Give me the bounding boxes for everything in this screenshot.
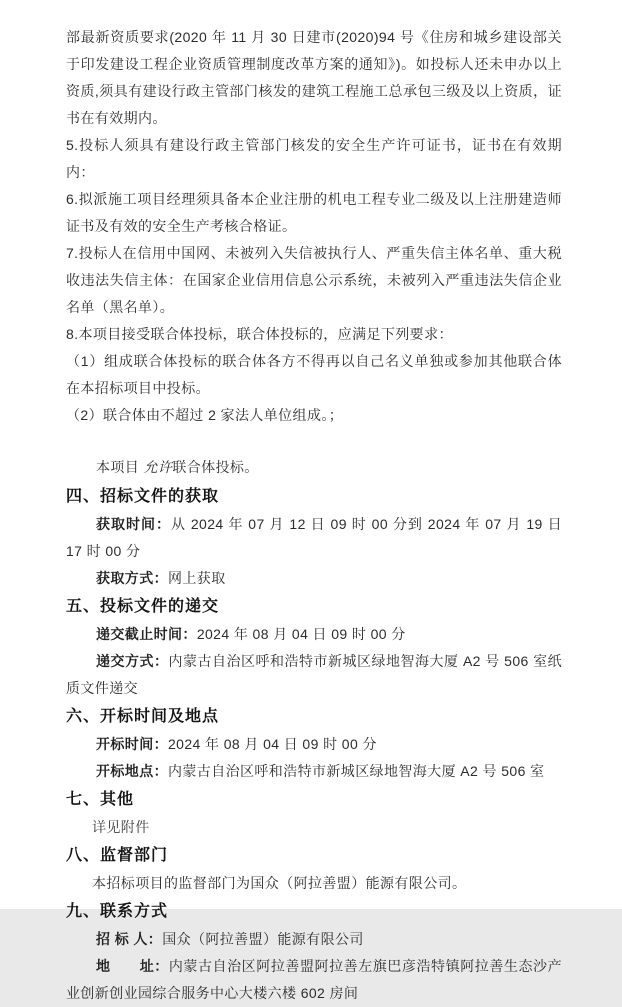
field-obtain-time-label: 获取时间：: [96, 516, 171, 532]
field-opening-time-value: 2024 年 08 月 04 日 09 时 00 分: [168, 736, 377, 752]
field-obtain-method: [66, 565, 562, 592]
section-heading-other: 七、其他: [66, 791, 135, 808]
field-tenderer-label: 招 标 人：: [96, 931, 163, 947]
field-obtain-time: [66, 511, 562, 565]
section-heading-opening: 六、开标时间及地点: [66, 708, 220, 725]
clause-6: 6.拟派施工项目经理须具备本企业注册的机电工程专业二级及以上注册建造师证书及有效的安全生产考核合格证。: [66, 191, 562, 234]
other-body: 详见附件: [92, 819, 150, 835]
field-obtain-time-value: 从 2024 年 07 月 12 日 09 时 00 分到 2024 年 07 月 19 日 17 时 00 分: [66, 516, 563, 559]
field-submit-deadline-value: 2024 年 08 月 04 日 09 时 00 分: [196, 626, 406, 642]
supervision-body: 本招标项目的监督部门为国众（阿拉善盟）能源有限公司。: [92, 875, 467, 891]
field-submit-deadline-label: 递交截止时间：: [96, 626, 197, 642]
field-address-value: 内蒙古自治区阿拉善盟阿拉善左旗巴彦浩特镇阿拉善生态沙产业创新创业园综合服务中心大楼六楼 602 房间: [66, 958, 562, 1001]
field-tenderer: [66, 926, 562, 953]
field-opening-place: [66, 758, 562, 785]
field-opening-place-label: 开标地点：: [96, 763, 168, 779]
field-tenderer-value: 国众（阿拉善盟）能源有限公司: [162, 931, 364, 947]
field-address: [66, 953, 562, 1007]
field-obtain-method-label: 获取方式：: [96, 570, 168, 586]
clause-7: 7.投标人在信用中国网、未被列入失信被执行人、严重失信主体名单、重大税收违法失信主体：在国家企业信用信息公示系统，未被列入严重违法失信企业名单（黑名单）。: [66, 245, 562, 315]
paragraph-continuation: 部最新资质要求(2020 年 11 月 30 日建市(2020)94 号《住房和城乡建设部关于印发建设工程企业资质管理制度改革方案的通知》)。如投标人还未申办以上资质,须具有建设行政主管部门核发的建筑工程施工总承包三级及以上资质，证书在有效期内。: [66, 29, 562, 126]
clause-5: 5.投标人须具有建设行政主管部门核发的安全生产许可证书，证书在有效期内：: [66, 137, 562, 180]
field-opening-time-label: 开标时间：: [96, 736, 168, 752]
joint-venture-note-post: 联合体投标。: [172, 459, 259, 475]
field-submit-method-label: 递交方式：: [96, 653, 169, 669]
joint-venture-note-emphasis: 允许: [143, 461, 173, 476]
clause-8-item-1: （1）组成联合体投标的联合体各方不得再以自己名义单独或参加其他联合体在本招标项目中投标。: [66, 353, 562, 396]
section-heading-obtain: 四、招标文件的获取: [66, 488, 220, 505]
field-address-label: 地 址：: [96, 958, 169, 974]
field-opening-place-value: 内蒙古自治区呼和浩特市新城区绿地智海大厦 A2 号 506 室: [168, 763, 545, 779]
section-heading-contact: 九、联系方式: [66, 903, 169, 920]
clause-8-item-2: （2）联合体由不超过 2 家法人单位组成。；: [66, 407, 344, 423]
clause-8: 8.本项目接受联合体投标，联合体投标的，应满足下列要求：: [66, 326, 453, 342]
field-opening-time: [66, 731, 562, 758]
field-submit-method: [66, 648, 562, 702]
section-heading-submit: 五、投标文件的递交: [66, 598, 220, 615]
section-heading-supervision: 八、监督部门: [66, 847, 169, 864]
field-submit-method-value: 内蒙古自治区呼和浩特市新城区绿地智海大厦 A2 号 506 室纸质文件递交: [66, 653, 563, 696]
field-obtain-method-value: 网上获取: [168, 570, 226, 586]
field-submit-deadline: [66, 621, 562, 648]
paragraph-spacer: [66, 429, 562, 454]
joint-venture-note: [66, 454, 562, 482]
joint-venture-note-pre: 本项目: [96, 459, 144, 475]
